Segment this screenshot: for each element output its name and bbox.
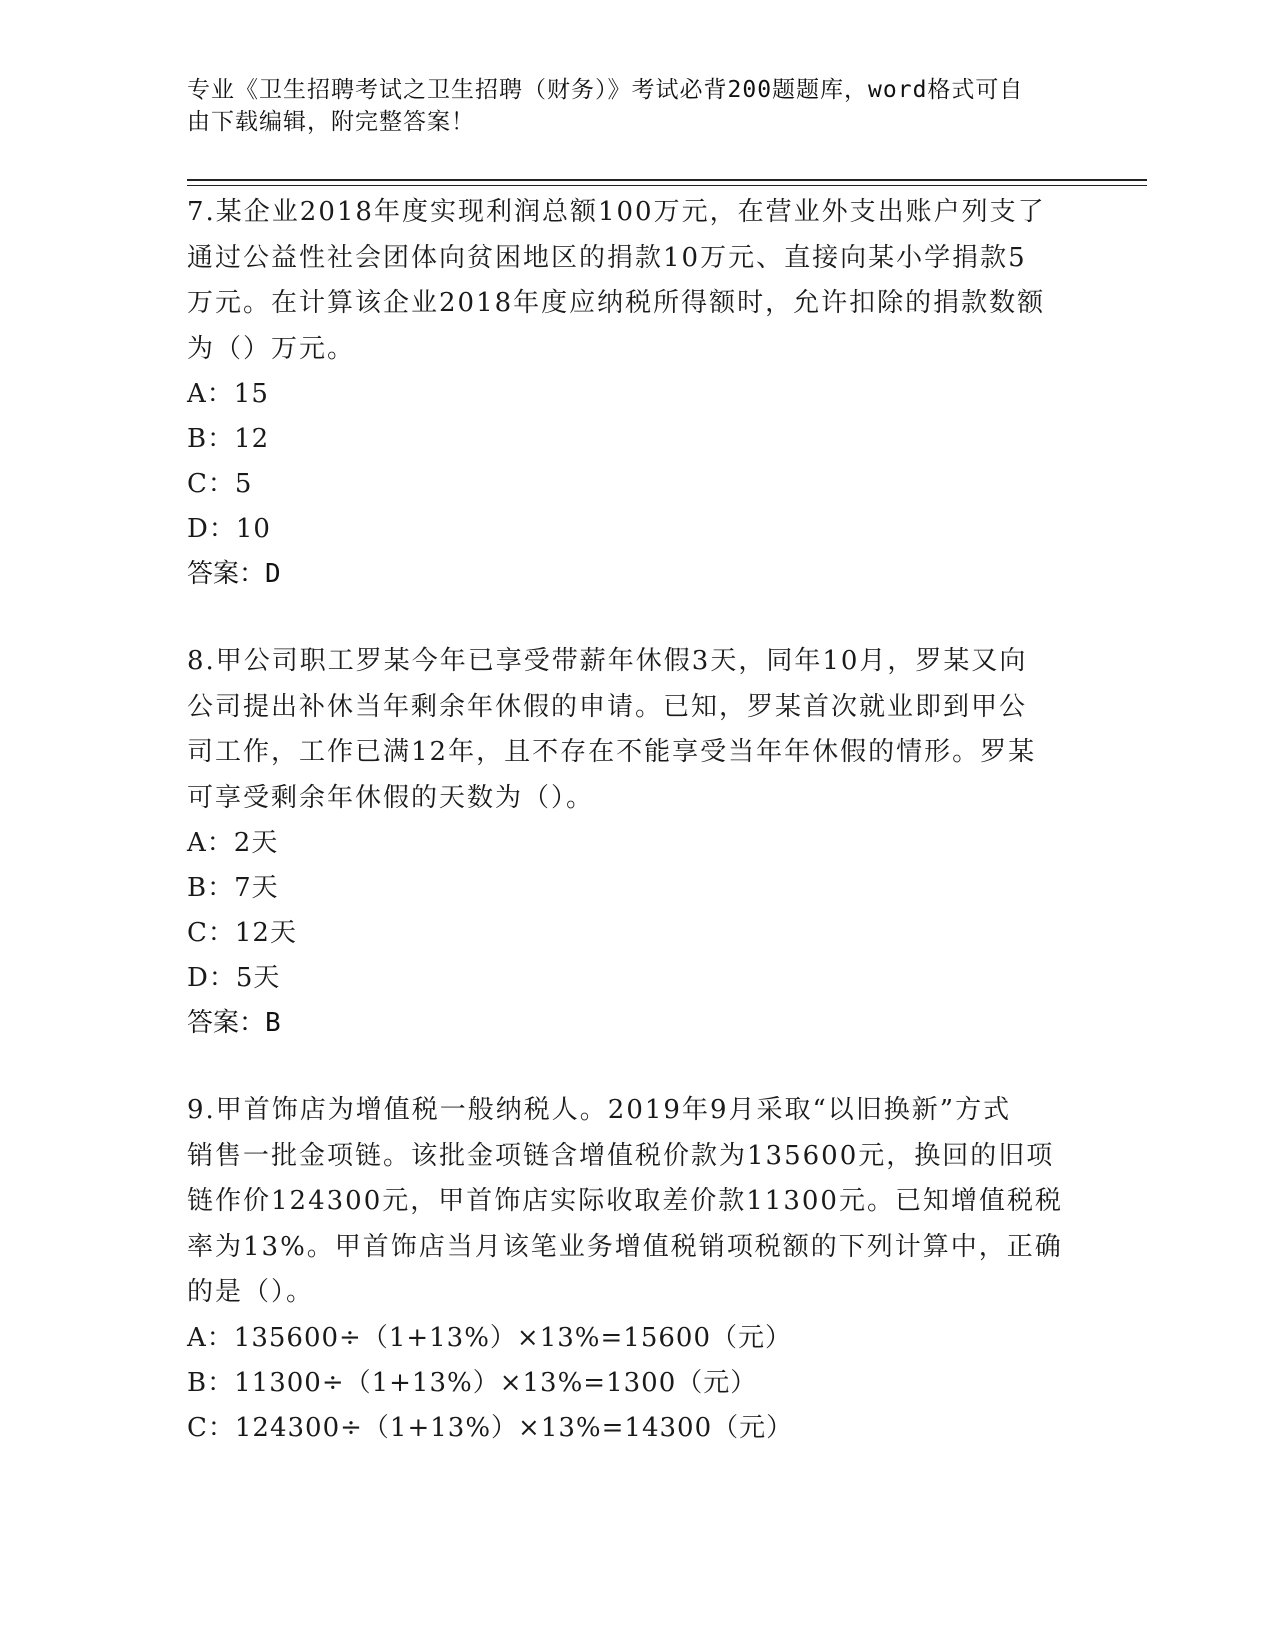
question-stem-line: 公司提出补休当年剩余年休假的申请。已知，罗某首次就业即到甲公 <box>187 691 1028 722</box>
question-list <box>187 190 1087 1451</box>
question-stem-line: 8.甲公司职工罗某今年已享受带薪年休假3天，同年10月，罗某又向 <box>187 646 1028 676</box>
question-stem-line: 7.某企业2018年度实现利润总额100万元，在营业外支出账户列支了 <box>187 197 1046 227</box>
question-stem-line: 9.甲首饰店为增值税一般纳税人。2019年9月采取“以旧换新”方式 <box>187 1095 1012 1125</box>
question-7 <box>187 190 1087 597</box>
answer-line: 答案：D <box>187 559 281 589</box>
option-d: D：5天 <box>187 963 281 993</box>
option-c: C：124300÷（1+13%）×13%=14300（元） <box>187 1412 794 1443</box>
document-header <box>187 74 1077 138</box>
question-stem-line: 为（）万元。 <box>187 333 356 364</box>
spacer <box>187 597 1087 639</box>
option-c: C：5 <box>187 469 253 499</box>
option-a: A：15 <box>187 379 269 409</box>
question-stem-line: 可享受剩余年休假的天数为（）。 <box>187 782 595 813</box>
option-b: B：12 <box>187 424 270 454</box>
option-b: B：7天 <box>187 873 279 903</box>
option-d: D：10 <box>187 514 271 544</box>
option-c: C：12天 <box>187 918 297 948</box>
option-b: B：11300÷（1+13%）×13%=1300（元） <box>187 1367 758 1398</box>
option-a: A：2天 <box>187 828 279 858</box>
header-divider-thin <box>187 185 1147 186</box>
question-stem-line: 通过公益性社会团体向贫困地区的捐款10万元、直接向某小学捐款5 <box>187 242 1027 273</box>
spacer <box>187 1046 1087 1088</box>
question-stem-line: 司工作，工作已满12年，且不存在不能享受当年年休假的情形。罗某 <box>187 737 1037 767</box>
question-8 <box>187 639 1087 1046</box>
header-line-1: 专业《卫生招聘考试之卫生招聘（财务）》考试必背200题题库，word格式可自 <box>187 77 1024 103</box>
question-stem-line: 链作价124300元，甲首饰店实际收取差价款11300元。已知增值税税 <box>187 1186 1063 1216</box>
question-stem-line: 销售一批金项链。该批金项链含增值税价款为135600元，换回的旧项 <box>187 1140 1055 1171</box>
question-stem-line: 的是（）。 <box>187 1277 315 1307</box>
question-stem-line: 万元。在计算该企业2018年度应纳税所得额时，允许扣除的捐款数额 <box>187 288 1046 318</box>
header-divider <box>187 179 1147 181</box>
question-stem-line: 率为13%。甲首饰店当月该笔业务增值税销项税额的下列计算中，正确 <box>187 1231 1063 1262</box>
header-line-2: 由下载编辑，附完整答案！ <box>187 109 475 135</box>
option-a: A：135600÷（1+13%）×13%=15600（元） <box>187 1322 792 1353</box>
answer-line: 答案：B <box>187 1008 281 1038</box>
question-9 <box>187 1088 1087 1451</box>
